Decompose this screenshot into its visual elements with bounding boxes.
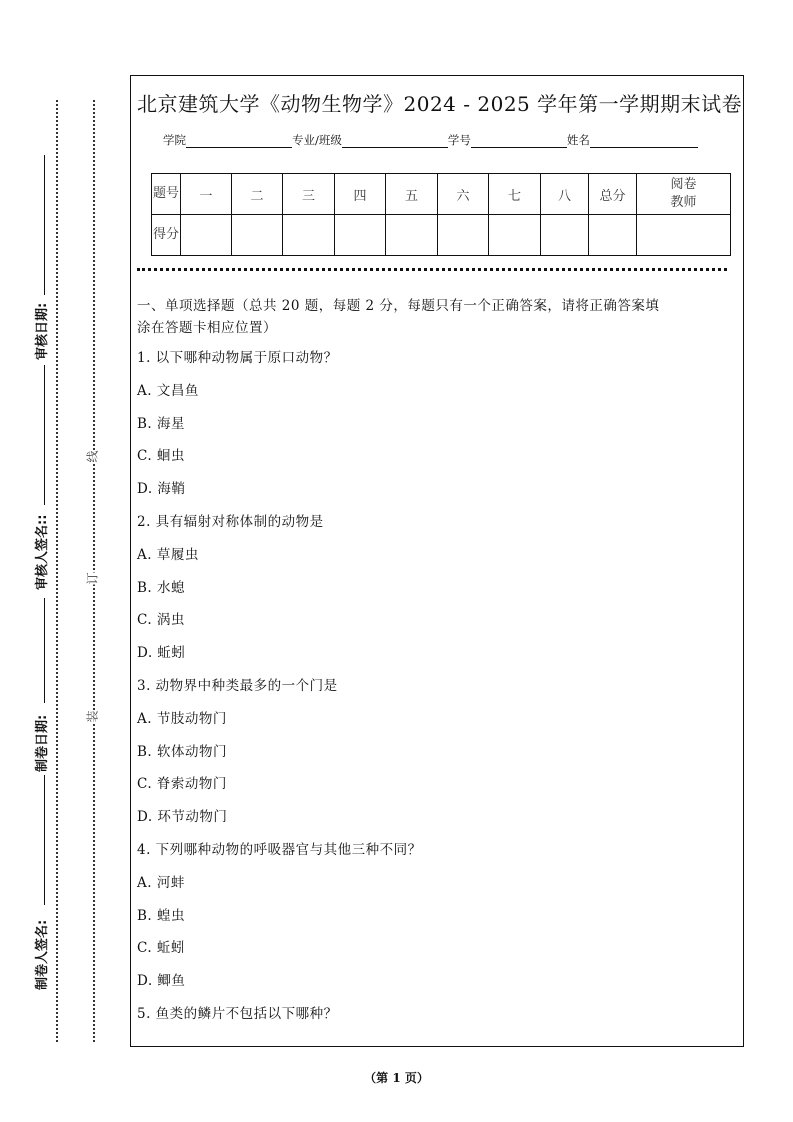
score-cell[interactable] (489, 215, 541, 256)
score-cell[interactable] (232, 215, 283, 256)
bind-char-ding: 订 (85, 572, 100, 585)
option[interactable]: B. 海星 (137, 415, 186, 432)
option[interactable]: B. 蝗虫 (137, 907, 186, 924)
seal-line-inner (93, 100, 95, 1042)
college-label: 学院 (163, 133, 186, 147)
section-heading-cont: 涂在答题卡相应位置） (137, 320, 277, 336)
bind-char-zhuang: 装 (85, 710, 100, 723)
col-head: 六 (438, 174, 489, 215)
student-info (163, 132, 698, 148)
option[interactable]: B. 水螅 (137, 579, 186, 596)
maker-sign-label: 制卷人签名: (35, 919, 50, 990)
question: 1. 以下哪种动物属于原口动物？ (137, 350, 338, 366)
score-cell[interactable] (181, 215, 232, 256)
id-field[interactable] (471, 135, 567, 148)
seal-line-outer (56, 100, 58, 1042)
question: 3. 动物界中种类最多的一个门是 (137, 678, 338, 694)
major-label: 专业/班级 (292, 133, 342, 147)
option[interactable]: D. 蚯蚓 (137, 645, 186, 662)
option[interactable]: C. 蛔虫 (137, 448, 185, 465)
review-date-blank (44, 155, 45, 295)
col-head: 五 (386, 174, 438, 215)
score-table (151, 173, 731, 256)
divider (137, 268, 727, 271)
col-head: 八 (541, 174, 589, 215)
score-cell[interactable] (335, 215, 386, 256)
review-date-label: 审核日期: (35, 302, 50, 360)
bind-char-xian: 线 (85, 450, 100, 463)
question: 2. 具有辐射对称体制的动物是 (137, 514, 324, 530)
col-head: 四 (335, 174, 386, 215)
table-row (152, 174, 731, 215)
col-head: 三 (283, 174, 335, 215)
option[interactable]: B. 软体动物门 (137, 743, 228, 760)
make-date-blank (44, 598, 45, 703)
option[interactable]: D. 海鞘 (137, 481, 186, 498)
table-row (152, 215, 731, 256)
maker-sign-blank (44, 775, 45, 905)
col-head: 一 (181, 174, 232, 215)
option[interactable]: D. 环节动物门 (137, 809, 228, 826)
option[interactable]: C. 脊索动物门 (137, 776, 227, 793)
exam-title: 北京建筑大学《动物生物学》2024 - 2025 学年第一学期期末试卷 (137, 92, 743, 116)
reviewer-sign-blank (44, 365, 45, 505)
option[interactable]: D. 鲫鱼 (137, 973, 186, 990)
score-cell[interactable] (438, 215, 489, 256)
college-field[interactable] (186, 135, 292, 148)
score-cell[interactable] (589, 215, 637, 256)
score-cell[interactable] (283, 215, 335, 256)
col-head: 总分 (589, 174, 637, 215)
question: 4. 下列哪种动物的呼吸器官与其他三种不同？ (137, 842, 422, 858)
name-field[interactable] (590, 135, 698, 148)
score-cell[interactable] (637, 215, 731, 256)
option[interactable]: A. 节肢动物门 (137, 710, 227, 727)
option[interactable]: C. 涡虫 (137, 612, 185, 629)
option[interactable]: A. 河蚌 (137, 874, 185, 891)
col-head: 二 (232, 174, 283, 215)
major-field[interactable] (342, 135, 448, 148)
page-number: （第 1 页） (364, 1071, 429, 1085)
option[interactable]: A. 草履虫 (137, 546, 199, 563)
score-cell[interactable] (386, 215, 438, 256)
row-head: 题号 (152, 174, 181, 215)
make-date-label: 制卷日期: (35, 714, 50, 772)
id-label: 学号 (447, 133, 471, 147)
exam-frame (130, 75, 744, 1047)
name-label: 姓名 (566, 133, 590, 147)
col-head: 阅卷教师 (637, 174, 731, 215)
question: 5. 鱼类的鳞片不包括以下哪种？ (137, 1006, 338, 1022)
section-heading: 一、单项选择题（总共 20 题，每题 2 分，每题只有一个正确答案，请将正确答案填 (137, 298, 660, 314)
option[interactable]: A. 文昌鱼 (137, 382, 199, 399)
col-head: 七 (489, 174, 541, 215)
reviewer-sign-label: 审核人签名:: (35, 514, 50, 590)
row-head: 得分 (152, 215, 181, 256)
score-cell[interactable] (541, 215, 589, 256)
option[interactable]: C. 蚯蚓 (137, 940, 185, 957)
